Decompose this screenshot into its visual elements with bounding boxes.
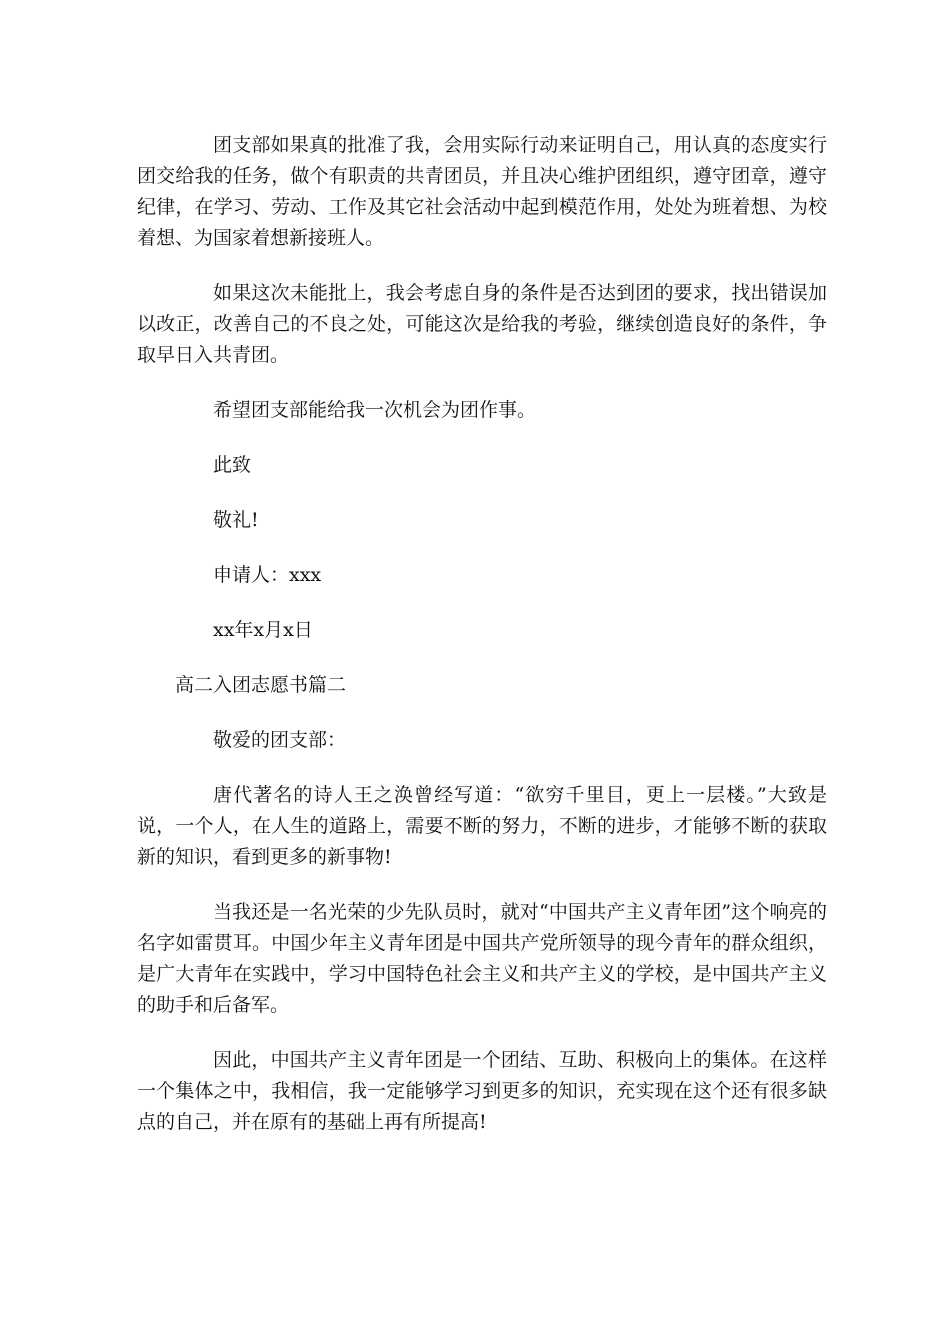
document-body <box>137 130 827 1162</box>
hope-line: 希望团支部能给我一次机会为团作事。 <box>213 399 537 421</box>
date-line: xx年x月x日 <box>213 619 313 641</box>
applicant-line: 申请人：xxx <box>213 564 322 586</box>
section-title: 高二入团志愿书篇二 <box>175 674 347 696</box>
paragraph-commitment: 团支部如果真的批准了我，会用实际行动来证明自己，用认真的态度实行团交给我的任务，做个有职责的共青团员，并且决心维护团组织，遵守团章，遵守纪律，在学习、劳动、工作及其它社会活动中起到模范作用，处处为班着想、为校着想、为国家着想新接班人。 <box>137 134 827 249</box>
paragraph-if-rejected: 如果这次未能批上，我会考虑自身的条件是否达到团的要求，找出错误加以改正，改善自己的不良之处，可能这次是给我的考验，继续创造良好的条件，争取早日入共青团。 <box>137 282 827 366</box>
closing-line-1: 此致 <box>213 454 252 476</box>
paragraph-collective: 因此，中国共产主义青年团是一个团结、互助、积极向上的集体。在这样一个集体之中，我相信，我一定能够学习到更多的知识，充实现在这个还有很多缺点的自己，并在原有的基础上再有所提高! <box>137 1049 827 1133</box>
paragraph-young-pioneer: 当我还是一名光荣的少先队员时，就对“中国共产主义青年团”这个响亮的名字如雷贯耳。中国少年主义青年团是中国共产党所领导的现今青年的群众组织，是广大青年在实践中，学习中国特色社会主义和共产主义的学校，是中国共产主义的助手和后备军。 <box>137 901 827 1016</box>
salutation-line: 敬爱的团支部： <box>213 729 347 751</box>
closing-line-2: 敬礼! <box>213 509 259 531</box>
paragraph-poem: 唐代著名的诗人王之涣曾经写道：“欲穷千里目，更上一层楼。”大致是说，一个人，在人生的道路上，需要不断的努力，不断的进步，才能够不断的获取新的知识，看到更多的新事物! <box>137 784 827 868</box>
